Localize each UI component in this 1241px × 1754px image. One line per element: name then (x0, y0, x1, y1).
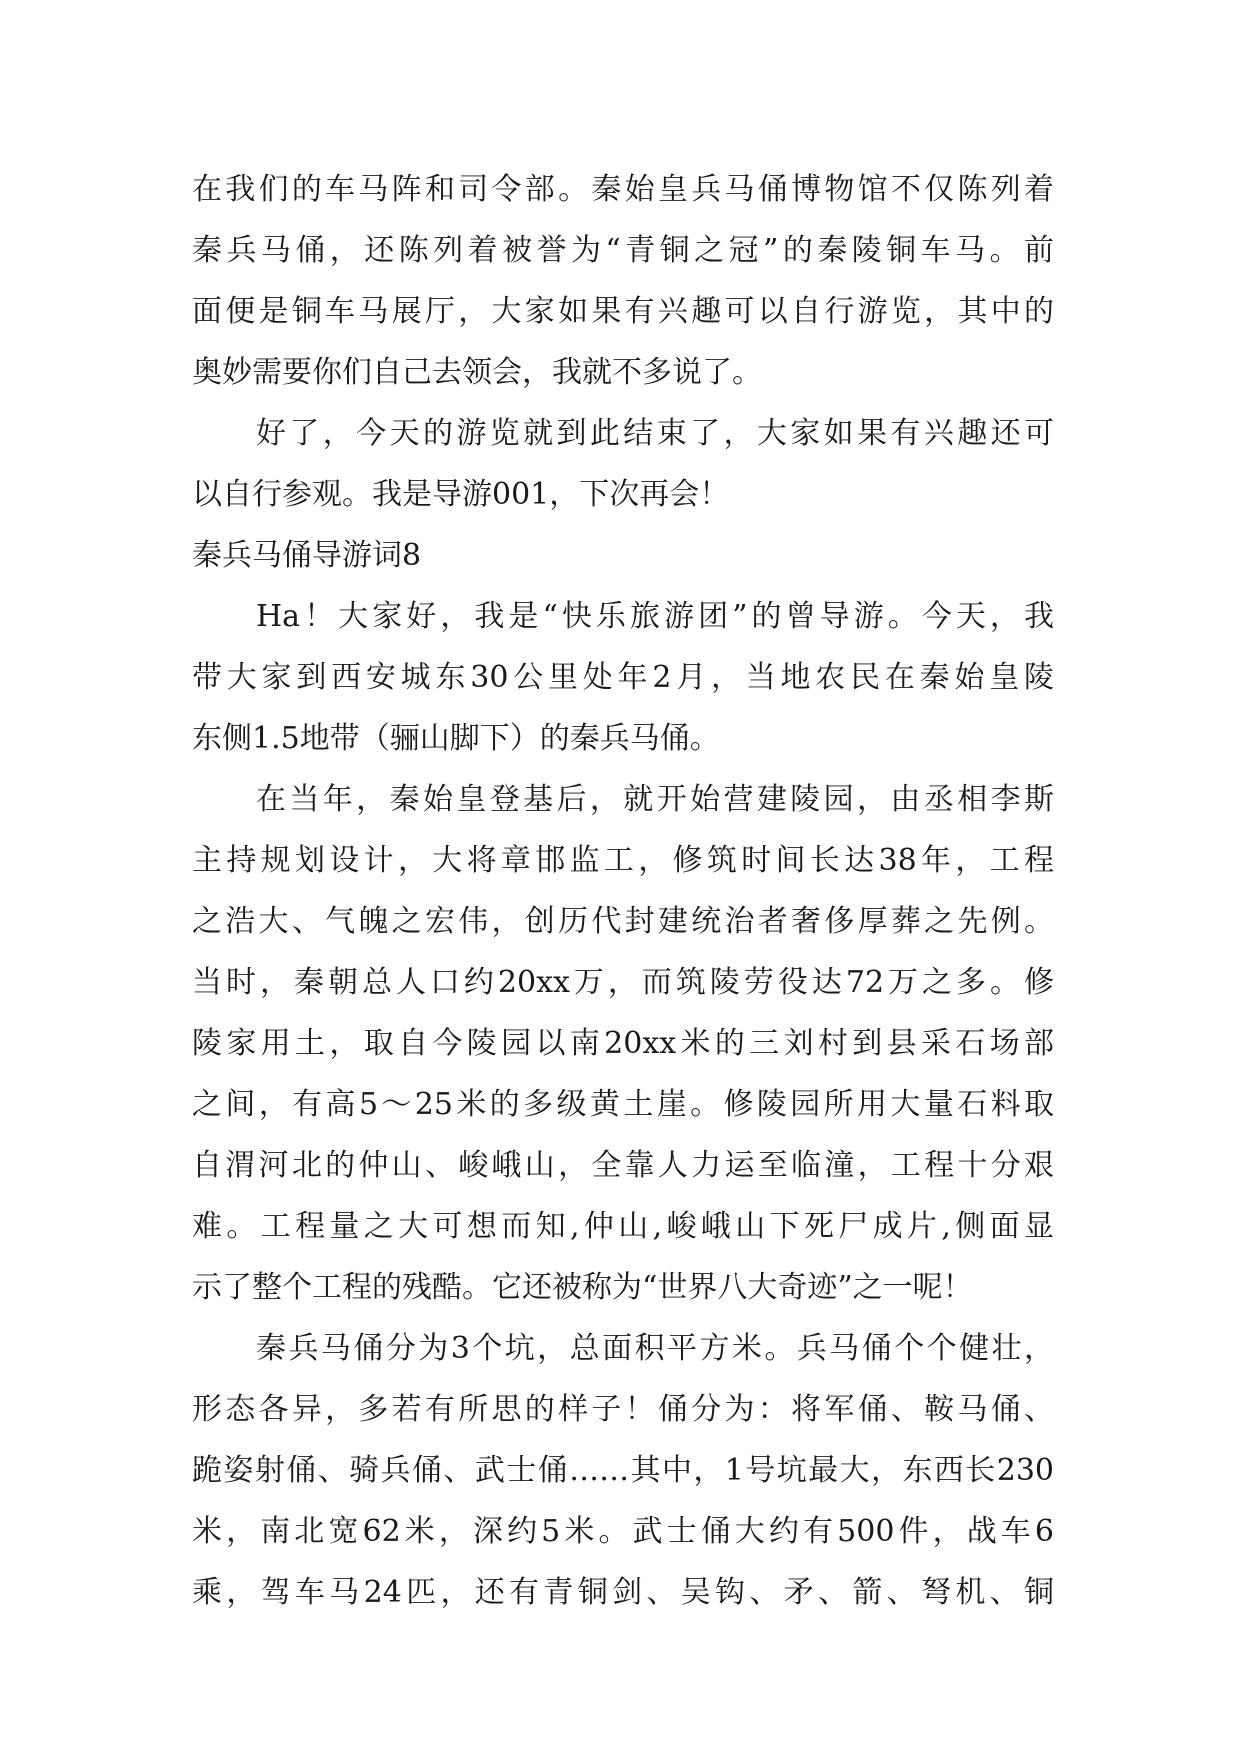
text-line: 面便是铜车马展厅，大家如果有兴趣可以自行游览，其中的 (192, 294, 1054, 329)
text-line: 米，南北宽62米，深约5米。武士俑大约有500件，战车6 (192, 1514, 1054, 1549)
section-heading: 秦兵马俑导游词8 (192, 538, 422, 573)
text-line: 乘，驾车马24匹，还有青铜剑、吴钩、矛、箭、弩机、铜 (192, 1575, 1054, 1610)
text-line: 东侧1.5地带（骊山脚下）的秦兵马俑。 (192, 721, 720, 756)
text-line: 秦兵马俑分为3个坑，总面积平方米。兵马俑个个健壮， (256, 1331, 1054, 1366)
text-line: 自渭河北的仲山、峻峨山，全靠人力运至临潼，工程十分艰 (192, 1148, 1054, 1183)
text-line: 以自行参观。我是导游001，下次再会！ (192, 477, 730, 512)
text-line: 难。工程量之大可想而知,仲山,峻峨山下死尸成片,侧面显 (192, 1209, 1054, 1244)
text-line: Ha！大家好，我是“快乐旅游团”的曾导游。今天，我 (256, 599, 1054, 634)
text-line: 主持规划设计，大将章邯监工，修筑时间长达38年，工程 (192, 843, 1054, 878)
text-line: 奥妙需要你们自己去领会，我就不多说了。 (192, 355, 762, 390)
text-line: 秦兵马俑，还陈列着被誉为“青铜之冠”的秦陵铜车马。前 (192, 233, 1054, 268)
text-line: 好了，今天的游览就到此结束了，大家如果有兴趣还可 (256, 416, 1054, 451)
text-line: 之浩大、气魄之宏伟，创历代封建统治者奢侈厚葬之先例。 (192, 904, 1054, 939)
text-line: 形态各异，多若有所思的样子！俑分为：将军俑、鞍马俑、 (192, 1392, 1054, 1427)
text-line: 在当年，秦始皇登基后，就开始营建陵园，由丞相李斯 (256, 782, 1054, 817)
text-line: 跪姿射俑、骑兵俑、武士俑……其中，1号坑最大，东西长230 (192, 1453, 1054, 1488)
text-line: 在我们的车马阵和司令部。秦始皇兵马俑博物馆不仅陈列着 (192, 172, 1054, 207)
text-line: 陵家用土，取自今陵园以南20xx米的三刘村到县采石场部 (192, 1026, 1054, 1061)
text-line: 示了整个工程的残酷。它还被称为“世界八大奇迹”之一呢！ (192, 1270, 973, 1305)
text-line: 之间，有高5～25米的多级黄土崖。修陵园所用大量石料取 (192, 1087, 1054, 1122)
text-line: 带大家到西安城东30公里处年2月，当地农民在秦始皇陵 (192, 660, 1054, 695)
text-line: 当时，秦朝总人口约20xx万，而筑陵劳役达72万之多。修 (192, 965, 1054, 1000)
document-body (192, 159, 1054, 1623)
